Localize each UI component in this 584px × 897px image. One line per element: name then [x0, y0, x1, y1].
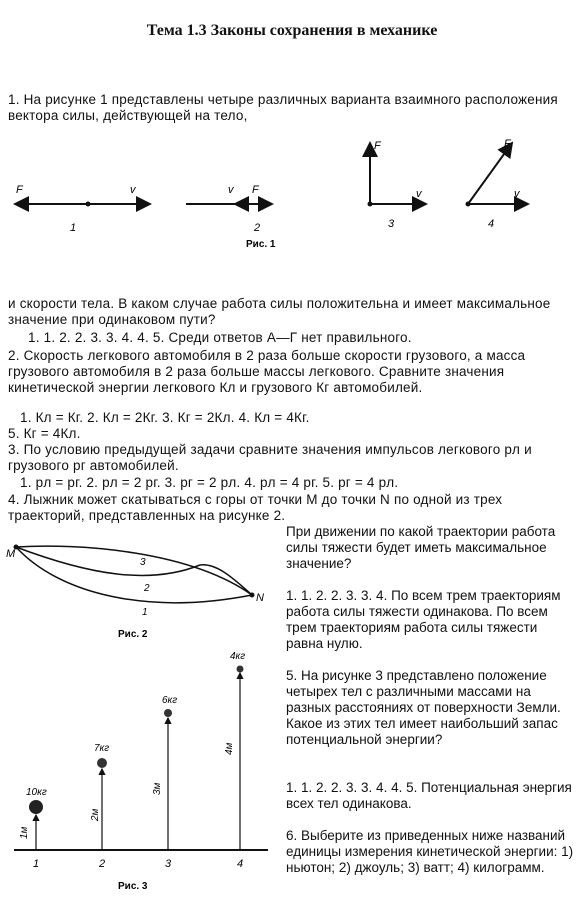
svg-text:10кг: 10кг	[26, 787, 47, 798]
fig1-variant-2	[186, 184, 272, 234]
fig1-number-2: 2	[254, 222, 261, 234]
question-2-answers-line2: 5. Кг = 4Кл.	[8, 426, 81, 441]
svg-text:F: F	[504, 138, 511, 150]
question-3-answers: 1. pл = pг. 2. pл = 2 pг. 3. pг = 2 pл. 4. pл = 4 pг. 5. pг = 4 pл.	[20, 475, 399, 490]
question-3-text: 3. По условию предыдущей задачи сравните значения импульсов легкового pл и грузового pг автомобилей.	[8, 442, 532, 473]
svg-text:6кг: 6кг	[162, 695, 178, 706]
question-1-text-a: 1. На рисунке 1 представлены четыре различных варианта взаимного расположения вектора силы, действующей на тело,	[8, 92, 558, 123]
page-title: Тема 1.3 Законы сохранения в механике	[146, 22, 438, 39]
question-2-answers-line1: 1. Кл = Кг. 2. Кл = 2Кг. 3. Кг = 2Кл. 4. Кл = 4Кг.	[20, 410, 310, 425]
question-2-text: 2. Скорость легкового автомобиля в 2 раза больше скорости грузового, а масса грузового автомобиля в 2 раза больше массы легкового. Сравните значения кинетической энергии легкового Кл и грузового Кг автомобилей.	[8, 348, 526, 395]
body-1	[29, 800, 43, 814]
svg-text:F: F	[252, 184, 259, 196]
svg-text:v: v	[416, 188, 422, 200]
question-4-text-a: 4. Лыжник может скатываться с горы от точки M до точки N по одной из трех траекторий, представленных на рисунке 2.	[8, 492, 503, 523]
fig3-caption: Рис. 3	[118, 881, 148, 892]
figure-2	[0, 535, 284, 645]
fig1-number-3: 3	[388, 218, 395, 230]
svg-text:3: 3	[165, 858, 172, 870]
body-2	[97, 758, 107, 768]
svg-text:M: M	[6, 548, 16, 560]
figure-3	[0, 645, 284, 895]
svg-text:4: 4	[237, 858, 244, 870]
fig2-caption: Рис. 2	[118, 629, 148, 640]
svg-text:1м: 1м	[19, 826, 30, 839]
question-6-text: 6. Выберите из приведенных ниже названий единицы измерения кинетической энергии: 1) ньютон; 2) джоуль; 3) ватт; 4) килограмм.	[286, 828, 574, 875]
svg-text:3: 3	[140, 557, 146, 568]
svg-text:v: v	[228, 184, 234, 196]
fig1-force-label: F	[16, 184, 23, 196]
question-1-text-b: и скорости тела. В каком случае работа силы положительна и имеет максимальное значение при одинаковом пути?	[8, 296, 551, 327]
svg-text:N: N	[256, 592, 264, 604]
question-4-text-b: При движении по какой траектории работа силы тяжести будет иметь максимальное значение?	[286, 524, 556, 571]
question-5-text: 5. На рисунке 3 представлено положение четырех тел с различными массами на разных расстояниях от поверхности Земли. Какое из этих тел имеет наибольший запас потенциальной энергии?	[286, 668, 561, 747]
fig1-variant-1	[15, 184, 150, 234]
fig2-path-2	[16, 547, 252, 595]
fig1-variant-4	[466, 138, 529, 230]
svg-text:3м: 3м	[152, 782, 163, 795]
question-1-answers: 1. 1. 2. 2. 3. 3. 4. 4. 5. Среди ответов А—Г нет правильного.	[28, 330, 412, 345]
figure-1	[0, 135, 584, 255]
body-3	[164, 709, 172, 717]
svg-text:F: F	[374, 140, 381, 152]
svg-text:4м: 4м	[224, 742, 235, 755]
svg-text:2: 2	[99, 858, 106, 870]
question-4-answers: 1. 1. 2. 2. 3. 3. 4. По всем трем траекториям работа силы тяжести одинакова. По всем трем траекториям работа силы тяжести равна нулю.	[286, 588, 561, 651]
svg-text:4кг: 4кг	[230, 651, 246, 662]
body-4	[237, 666, 244, 673]
question-5-answers: 1. 1. 2. 2. 3. 3. 4. 4. 5. Потенциальная энергия всех тел одинакова.	[286, 780, 572, 811]
fig1-number-1: 1	[70, 222, 77, 234]
svg-text:2: 2	[144, 583, 150, 594]
svg-text:v: v	[514, 188, 520, 200]
svg-text:2м: 2м	[90, 808, 101, 821]
fig1-caption: Рис. 1	[246, 239, 276, 250]
fig1-variant-3	[368, 140, 427, 230]
svg-text:1: 1	[142, 607, 148, 618]
fig1-number-4: 4	[488, 218, 495, 230]
fig1-velocity-label: v	[130, 184, 136, 196]
fig2-path-3	[16, 546, 252, 595]
svg-text:7кг: 7кг	[94, 743, 110, 754]
svg-text:1: 1	[33, 858, 40, 870]
